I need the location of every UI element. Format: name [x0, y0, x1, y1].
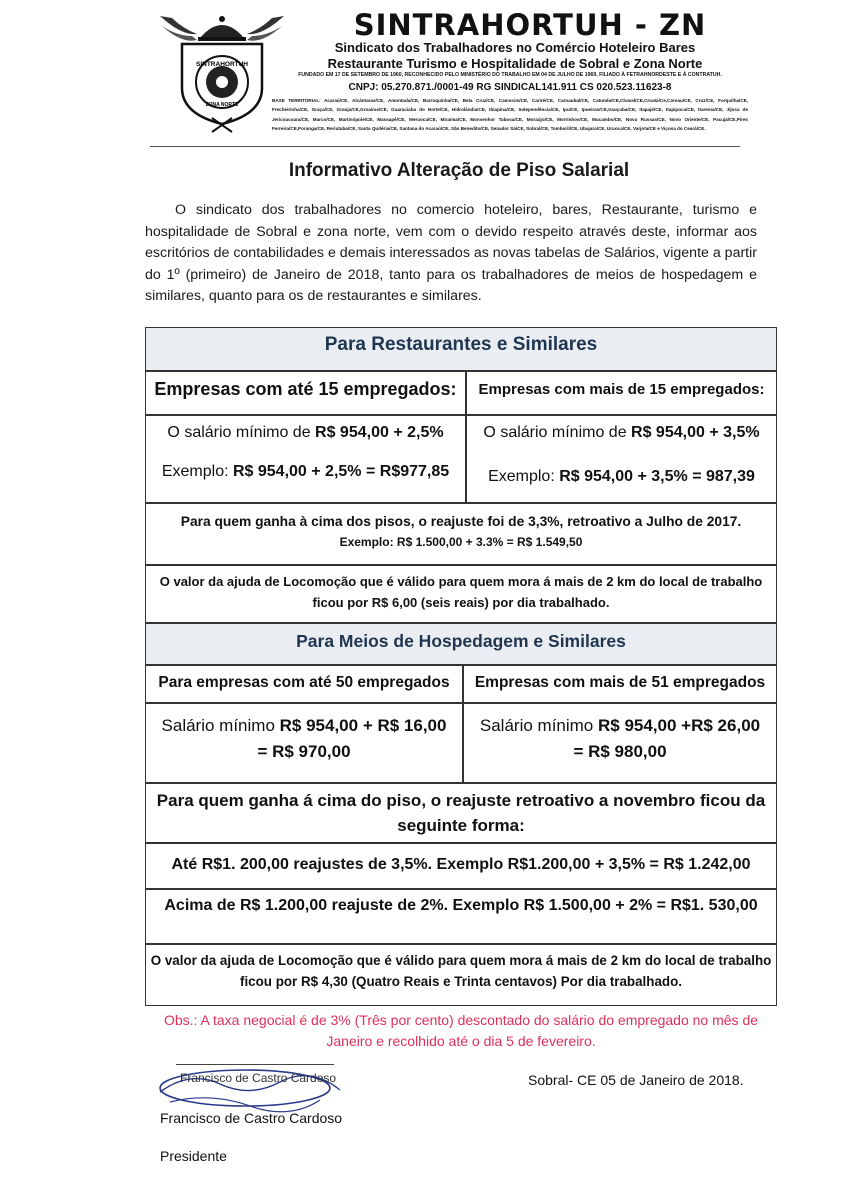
svg-text:ZONA NORTE: ZONA NORTE — [205, 102, 239, 108]
header-divider — [150, 146, 740, 147]
restaurants-large-header: Empresas com mais de 15 empregados: — [466, 371, 777, 415]
restaurants-small-values — [145, 415, 466, 503]
union-logo — [152, 6, 292, 134]
lodging-large-values — [463, 703, 777, 783]
org-founded: FUNDADO EM 17 DE SETEMBRO DE 1960, RECONHECIDO PELO MINISTÉRIO DO TRABALHO EM 04 DE JULHO DE 1969, FILIADO À FETRAHNORDESTE E À CONTRATUH. — [298, 72, 722, 78]
intro-paragraph: O sindicato dos trabalhadores no comercio hoteleiro, bares, Restaurante, turismo e hospitalidade de Sobral e zona norte, vem com o devido respeito através deste, informar aos escritórios de contabilidades e demais interessados as novas tabelas de Salários, vigente a partir do 1º (primeiro) de Janeiro de 2018, tanto para os trabalhadores de meios de hospedagem e similares, quanto para os de restaurantes e similares. — [145, 202, 757, 304]
restaurants-adjustment-text: Para quem ganha à cima dos pisos, o reajuste foi de 3,3%, retroativo a Julho de 2017. — [180, 514, 742, 529]
restaurants-small-salary: O salário mínimo de R$ 954,00 + 2,5% — [167, 424, 444, 441]
lodging-large-salary: Salário mínimo R$ 954,00 +R$ 26,00 — [479, 716, 761, 735]
svg-text:Francisco de Castro Cardoso: Francisco de Castro Cardoso — [180, 1071, 337, 1085]
place-date: Sobral- CE 05 de Janeiro de 2018. — [528, 1072, 744, 1088]
signer-name: Francisco de Castro Cardoso — [160, 1110, 343, 1126]
lodging-small-header: Para empresas com até 50 empregados — [145, 665, 463, 703]
restaurants-adjustment — [145, 503, 777, 565]
org-subtitle-1: Sindicato dos Trabalhadores no Comércio Hoteleiro Bares — [334, 40, 696, 55]
document-title: Informativo Alteração de Piso Salarial — [288, 160, 630, 181]
lodging-adjustment: Para quem ganha á cima do piso, o reajuste retroativo a novembro ficou da seguinte forma: — [145, 783, 777, 843]
lodging-adjustment-tier-2: Acima de R$ 1.200,00 reajuste de 2%. Exemplo R$ 1.500,00 + 2% = R$1. 530,00 — [145, 889, 777, 944]
org-cnpj: CNPJ: 05.270.871./0001-49 RG SINDICAL141.911 CS 020.523.11623-8 — [348, 82, 672, 93]
restaurants-title: Para Restaurantes e Similares — [145, 327, 777, 371]
lodging-large-result: = R$ 980,00 — [573, 742, 667, 761]
restaurants-small-example: Exemplo: R$ 954,00 + 2,5% = R$977,85 — [161, 463, 450, 480]
org-subtitle-2: Restaurante Turismo e Hospitalidade de Sobral e Zona Norte — [327, 56, 703, 71]
restaurants-adjustment-example: Exemplo: R$ 1.500,00 + 3.3% = R$ 1.549,50 — [339, 535, 583, 549]
restaurants-small-header: Empresas com até 15 empregados: — [145, 371, 466, 415]
lodging-adjustment-tier-1: Até R$1. 200,00 reajustes de 3,5%. Exemplo R$1.200,00 + 3,5% = R$ 1.242,00 — [145, 843, 777, 889]
org-territory: BASE TERRITORIAL: Acaraú/CE, Alcântaras/CE, Amontada/CE, Barroquinha/CE, Bela Cruz/CE, Camocim/CE, Cariré/CE, Carnaubal/CE, Catunda/CE,Chaval/CE,Croatá/Ce,Coreau/CE, Cruz/CE, Forquilha/CE, Frecheirinha/CE, Graça/CE, Granja/CE,Groaíras/CE, Guaraciaba do Norte/CE, Hidrolândia/CE, Ibiapina/CE, Independência/CE, Ipu/CE, Ipueiras/CE,Irauçuba/CE, Itapajé/CE, Itapipoca/CE, Itarema/CE, Jijoca de Jericoacoara/CE, Marco/CE, Martinópole/CE, Massapê/CE, Meruoca/CE, Miraíma/CE, Monsenhor Tabosa/CE, Moraújo/CE, Morrinhos/CE, Mucambo/CE, Nova Russas/CE, Novo Oriente/CE, Pacujá/CE,Pires Ferreira/CE,Poranga/CE, Reriutaba/CE, Santa Quitéria/CE, Santana do Acaraú/CE, São Benedito/CE, Senador Sá/CE, Sobral/CE, Tamboril/CE, Ubajara/CE, Uruoca/CE, Varjota/CE e Viçosa do Ceará/CE. — [272, 98, 748, 132]
restaurants-transport: O valor da ajuda de Locomoção que é válido para quem mora á mais de 2 km do local de trabalho ficou por R$ 6,00 (seis reais) por dia trabalhado. — [145, 565, 777, 623]
signer-role: Presidente — [160, 1148, 227, 1164]
lodging-small-salary: Salário mínimo R$ 954,00 + R$ 16,00 — [161, 716, 447, 735]
lodging-small-values — [145, 703, 463, 783]
org-name: SINTRAHORTUH - ZN — [353, 8, 707, 42]
lodging-small-result: = R$ 970,00 — [257, 742, 351, 761]
svg-text:SINTRAHORTUH: SINTRAHORTUH — [196, 61, 248, 68]
lodging-large-header: Empresas com mais de 51 empregados — [463, 665, 777, 703]
lodging-transport: O valor da ajuda de Locomoção que é válido para quem mora á mais de 2 km do local de trabalho ficou por R$ 4,30 (Quatro Reais e Trinta centavos) Por dia trabalhado. — [145, 944, 777, 1006]
restaurants-large-salary: O salário mínimo de R$ 954,00 + 3,5% — [483, 424, 760, 441]
restaurants-large-example: Exemplo: R$ 954,00 + 3,5% = 987,39 — [488, 468, 755, 485]
restaurants-large-values — [466, 415, 777, 503]
lodging-title: Para Meios de Hospedagem e Similares — [145, 623, 777, 665]
obs-note: Obs.: A taxa negocial é de 3% (Três por cento) descontado do salário do empregado no mês de Janeiro e recolhido até o dia 5 de fevereiro. — [163, 1012, 759, 1049]
